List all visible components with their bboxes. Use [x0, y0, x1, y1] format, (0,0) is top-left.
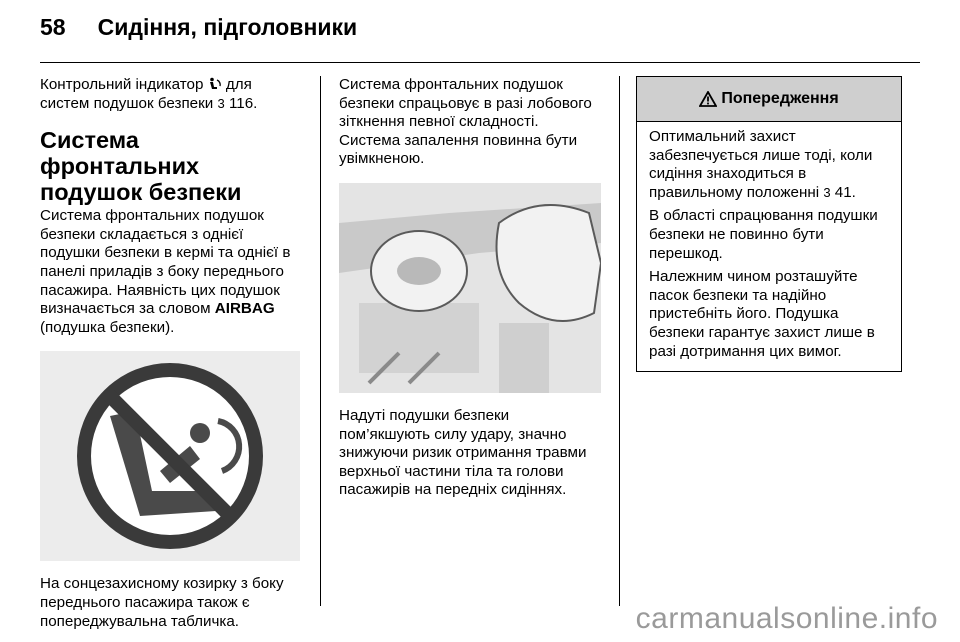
warning-title: Попередження: [721, 89, 839, 107]
warning-triangle-icon: [699, 91, 717, 107]
warning-box: [636, 76, 902, 372]
header-rule: [40, 62, 920, 63]
section-paragraph: Система фронтальних подушок безпеки складається з однієї подушки безпеки в кермі та однієї в панелі приладів з боку переднього пасажира. Наявність цих подушок визначається за словом AIRBAG (подушка безпеки).: [40, 207, 291, 336]
column-divider: [320, 76, 321, 606]
warning-body: [637, 122, 901, 371]
page-title: Сидіння, підголовники: [97, 14, 358, 40]
page-header: [40, 14, 357, 41]
deployment-paragraph: Система фронтальних подушок безпеки спрацьовує в разі лобового зіткнення певної складності. Система запалення повинна бути увімкненою.: [339, 76, 592, 168]
prohibition-sign-icon: [40, 351, 300, 561]
airbag-label: AIRBAG: [214, 300, 275, 318]
inflated-airbags-figure: [339, 183, 601, 393]
airbag-indicator-paragraph: Контрольний індикатор для систем подушок безпеки 3 116.: [40, 76, 258, 112]
watermark: carmanualsonline.info: [635, 602, 938, 635]
reference-arrow-icon: 3: [823, 184, 831, 200]
warning-header: [637, 77, 901, 122]
column-middle: [339, 76, 603, 500]
airbag-indicator-icon: [208, 77, 222, 91]
figure-caption: На сонцезахисному козирку з боку переднього пасажира також є попереджувальна табличка.: [40, 575, 284, 630]
column-divider-2: [619, 76, 620, 606]
no-child-seat-warning-figure: [40, 351, 300, 561]
warning-paragraph-1: Оптимальний захист забезпечується лише тоді, коли сидіння знаходиться в правильному положенні 3 41.: [649, 128, 873, 201]
reference-arrow-icon: 3: [217, 95, 225, 111]
protection-paragraph: Надуті подушки безпеки пом’якшують силу удару, значно знижуючи ризик отримання травми верхньої частини тіла та голови пасажирів на передніх сидіннях.: [339, 406, 587, 499]
page-number: 58: [40, 14, 66, 40]
warning-paragraph-3: Належним чином розташуйте пасок безпеки та надійно пристебніть його. Подушка безпеки гарантує захист лише в разі дотримання цих вимог.: [649, 268, 875, 360]
warning-paragraph-2: В області спрацювання подушки безпеки не повинно бути перешкод.: [649, 207, 878, 262]
dashboard-airbag-illustration: [339, 183, 601, 393]
column-left: [40, 76, 302, 631]
section-heading: Система фронтальних подушок безпеки: [40, 127, 242, 206]
